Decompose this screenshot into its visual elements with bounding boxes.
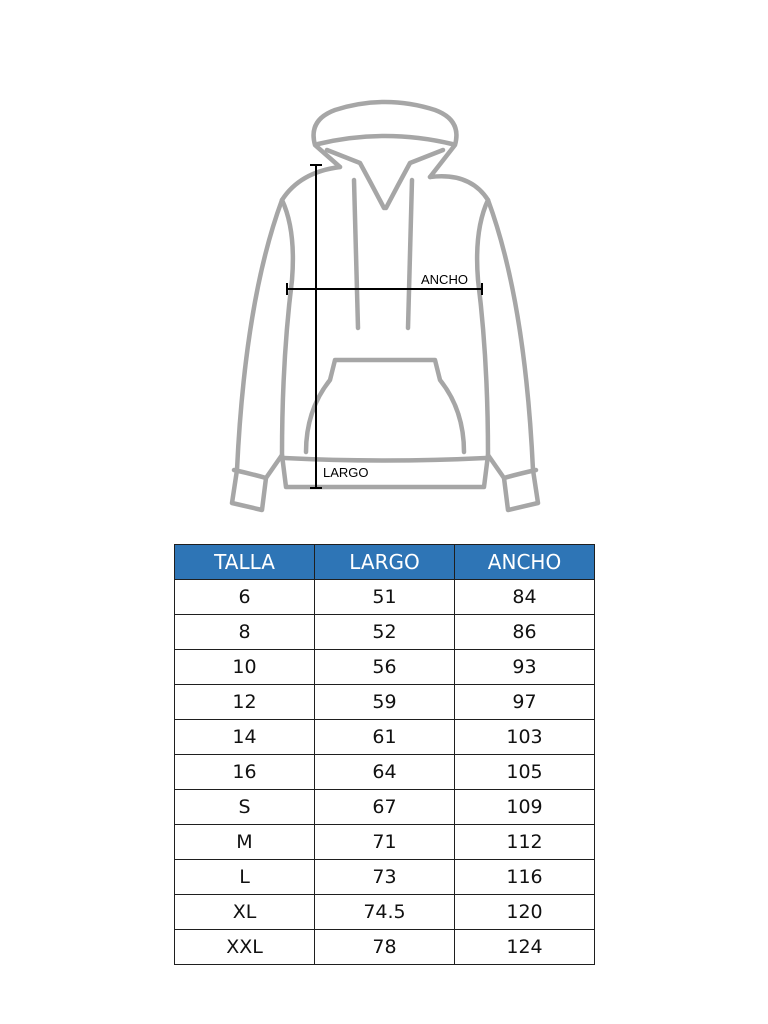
width-cell: 112: [455, 825, 595, 860]
size-cell: XL: [175, 895, 315, 930]
column-header-size: TALLA: [175, 545, 315, 580]
table-row: [175, 790, 595, 825]
length-cell: 74.5: [315, 895, 455, 930]
size-cell: L: [175, 860, 315, 895]
measurement-guides: [287, 165, 482, 488]
table-row: [175, 895, 595, 930]
length-label: LARGO: [323, 465, 369, 480]
length-cell: 51: [315, 580, 455, 615]
table-row: [175, 720, 595, 755]
length-cell: 67: [315, 790, 455, 825]
length-cell: 52: [315, 615, 455, 650]
table-row: [175, 755, 595, 790]
size-chart-table: [174, 544, 595, 965]
kangaroo-pocket: [306, 360, 464, 452]
size-cell: 14: [175, 720, 315, 755]
size-cell: 10: [175, 650, 315, 685]
size-table-header-row: [175, 545, 595, 580]
table-row: [175, 615, 595, 650]
hood-right-panel: [386, 150, 443, 208]
width-cell: 124: [455, 930, 595, 965]
width-cell: 120: [455, 895, 595, 930]
width-cell: 97: [455, 685, 595, 720]
width-cell: 86: [455, 615, 595, 650]
right-sleeve-seam: [477, 200, 488, 455]
size-cell: XXL: [175, 930, 315, 965]
left-cuff: [234, 470, 266, 478]
length-cell: 78: [315, 930, 455, 965]
right-cuff: [504, 470, 536, 478]
width-cell: 84: [455, 580, 595, 615]
table-row: [175, 860, 595, 895]
drawstring-left: [354, 180, 358, 328]
width-cell: 105: [455, 755, 595, 790]
length-cell: 73: [315, 860, 455, 895]
table-row: [175, 930, 595, 965]
table-row: [175, 580, 595, 615]
size-cell: 8: [175, 615, 315, 650]
left-sleeve-seam: [282, 200, 293, 455]
length-cell: 56: [315, 650, 455, 685]
table-row: [175, 825, 595, 860]
size-cell: 16: [175, 755, 315, 790]
size-cell: M: [175, 825, 315, 860]
size-cell: 6: [175, 580, 315, 615]
length-cell: 71: [315, 825, 455, 860]
width-label: ANCHO: [421, 272, 468, 287]
column-header-length: LARGO: [315, 545, 455, 580]
table-row: [175, 650, 595, 685]
hoodie-outline: [232, 102, 538, 510]
table-row: [175, 685, 595, 720]
width-cell: 103: [455, 720, 595, 755]
size-cell: S: [175, 790, 315, 825]
hood-inner: [318, 136, 452, 144]
size-cell: 12: [175, 685, 315, 720]
width-cell: 109: [455, 790, 595, 825]
drawstring-right: [408, 180, 412, 328]
length-cell: 61: [315, 720, 455, 755]
column-header-width: ANCHO: [455, 545, 595, 580]
waistband: [284, 458, 486, 461]
width-cell: 116: [455, 860, 595, 895]
length-cell: 59: [315, 685, 455, 720]
width-cell: 93: [455, 650, 595, 685]
length-cell: 64: [315, 755, 455, 790]
